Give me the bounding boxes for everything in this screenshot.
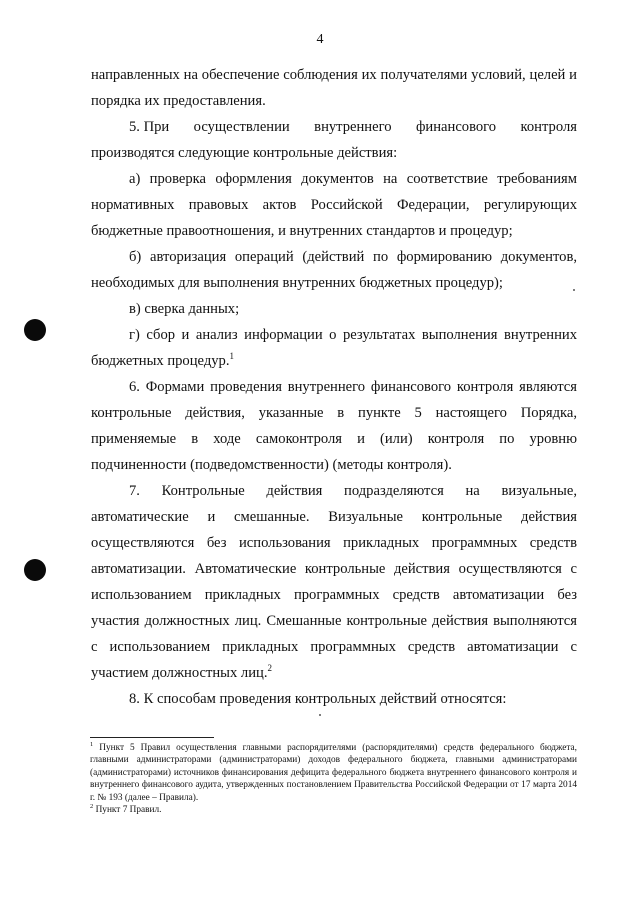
subitem-a: а) проверка оформления документов на соответствие требованиям нормативных правовых актов Российской Федерации, регулирующих бюджетные правоотношения, и внутренних стандартов и процедур;: [91, 171, 577, 239]
page-number: 4: [316, 32, 324, 47]
footnote-ref-1[interactable]: 1: [229, 351, 234, 361]
subitem-g-text: г) сбор и анализ информации о результатах выполнения внутренних бюджетных процедур.: [91, 327, 577, 369]
punch-hole-top: [24, 319, 46, 341]
footnotes: [90, 742, 577, 816]
paragraph-item-5-first-line: [91, 114, 577, 140]
paragraph-item-8: 8. К способам проведения контрольных действий относятся:: [129, 691, 507, 707]
paragraph-item-6: 6. Формами проведения внутреннего финансового контроля являются контрольные действия, указанные в пункте 5 настоящего Порядка, применяемые в ходе самоконтроля и (или) контроля по уровню подчиненности (подведомственности) (методы контроля).: [91, 379, 577, 473]
footnote-separator: [90, 737, 214, 738]
footnote-text: Пункт 7 Правил.: [95, 805, 162, 816]
subitem-v: в) сверка данных;: [129, 301, 240, 317]
paragraph-item-5: [91, 114, 577, 166]
word: осуществлении: [193, 119, 290, 135]
footnote-text: Пункт 5 Правил осуществления главными распорядителями (распорядителями) средств федерального бюджета, главными администраторами (администраторами) доходов федерального бюджета, главными администраторами (администраторами) источников финансирования дефицита федерального бюджета внутреннего финансового контроля и внутреннего финансового аудита, утвержденных постановлением Правительства Российской Федерации от 17 марта 2014 г. № 193 (далее – Правила).: [90, 743, 578, 803]
subitem-b: б) авторизация операций (действий по формированию документов, необходимых для выполнения внутренних бюджетных процедур);: [91, 249, 577, 291]
scan-speck: [573, 289, 575, 291]
document-body: [91, 62, 577, 712]
word: 5. При: [129, 119, 170, 135]
paragraph-continuation: направленных на обеспечение соблюдения их получателями условий, целей и порядка их предоставления.: [91, 67, 577, 109]
footnote-marker: 1: [90, 741, 94, 748]
word: финансового: [415, 119, 497, 135]
footnote-ref-2[interactable]: 2: [267, 663, 272, 673]
subitem-g: [91, 322, 577, 374]
word: внутреннего: [314, 119, 392, 135]
punch-hole-bottom: [24, 559, 46, 581]
footnote-2: [90, 804, 577, 816]
footnote-marker: 2: [90, 803, 94, 811]
paragraph-item-7-text: 7. Контрольные действия подразделяются на визуальные, автоматические и смешанные. Визуальные контрольные действия осуществляются без использования прикладных программных средств автоматизации. Автоматические контрольные действия осуществляются с использованием прикладных программных средств автоматизации без участия должностных лиц. Смешанные контрольные действия выполняются с использованием прикладных программных средств автоматизации с участием должностных лиц.: [91, 483, 577, 681]
paragraph-item-7: [91, 478, 577, 686]
paragraph-item-5-rest: производятся следующие контрольные действия:: [91, 145, 398, 161]
footnote-1: [90, 742, 577, 804]
scan-speck: [319, 714, 321, 716]
word: контроля: [520, 119, 577, 135]
